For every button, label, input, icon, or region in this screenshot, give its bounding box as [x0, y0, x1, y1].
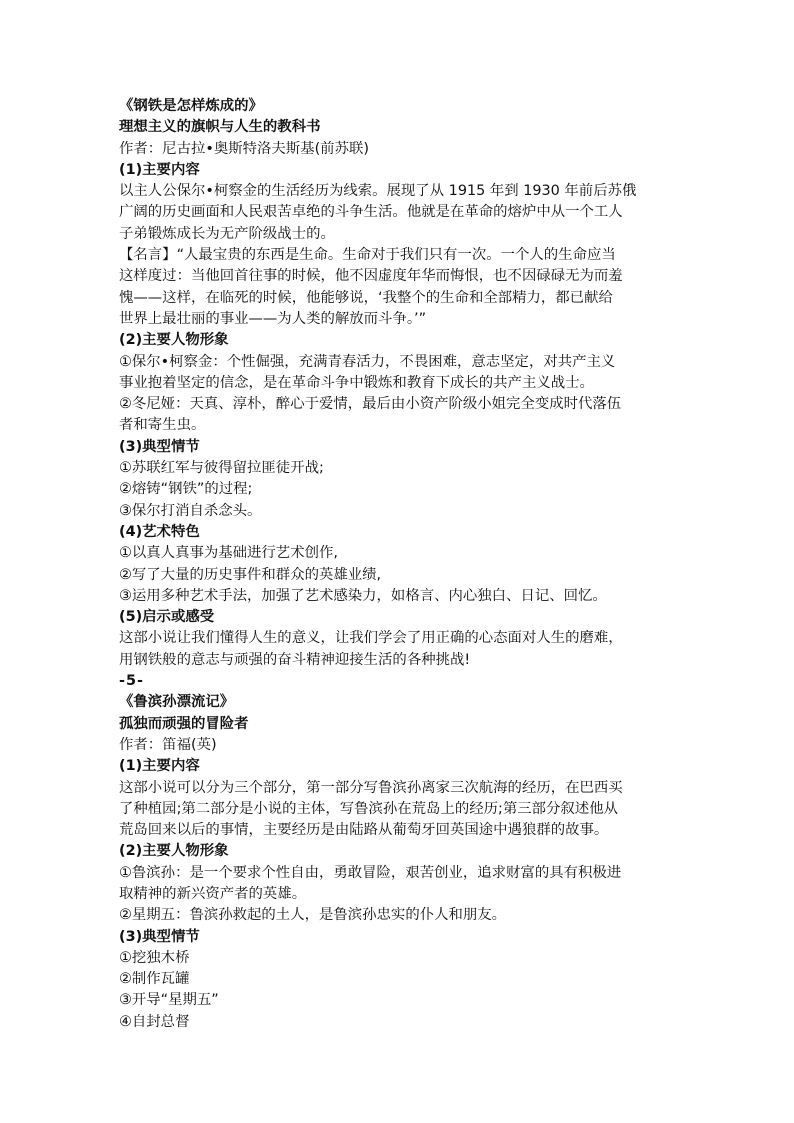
list-item: ①苏联红军与彼得留拉匪徒开战;: [119, 460, 324, 477]
paragraph-line: ①鲁滨孙：是一个要求个性自由，勇敢冒险，艰苦创业，追求财富的具有积极进: [119, 864, 622, 881]
paragraph-line: 了种植园;第二部分是小说的主体，写鲁滨孙在荒岛上的经历;第三部分叙述他从: [119, 800, 618, 817]
list-item: ③开导“星期五”: [119, 992, 219, 1009]
book-title: 《钢铁是怎样炼成的》: [119, 98, 263, 114]
list-item: ②写了大量的历史事件和群众的英雄业绩,: [119, 566, 382, 583]
author-line: 作者：尼古拉•奥斯特洛夫斯基(前苏联): [119, 140, 369, 157]
paragraph-line: 事业抱着坚定的信念，是在革命斗争中锻炼和教育下成长的共产主义战士。: [119, 374, 594, 391]
quote-line: 这样度过：当他回首往事的时候，他不因虚度年华而悔恨，也不因碌碌无为而羞: [119, 268, 623, 285]
paragraph-line: 子弟锻炼成长为无产阶级战士的。: [119, 225, 335, 242]
section-heading: (1)主要内容: [119, 758, 200, 775]
list-item: ④自封总督: [119, 1013, 190, 1030]
section-heading: (3)典型情节: [119, 438, 200, 455]
book-subtitle: 孤独而顽强的冒险者: [119, 715, 249, 732]
list-item: ①挖独木桥: [119, 949, 190, 966]
paragraph-line: 用钢铁般的意志与顽强的奋斗精神迎接生活的各种挑战!: [119, 651, 471, 668]
page-number-marker: -5-: [119, 673, 144, 690]
book-title: 《鲁滨孙漂流记》: [119, 694, 235, 711]
paragraph-line: 广阔的历史画面和人民艰苦卓绝的斗争生活。他就是在革命的熔炉中从一个工人: [119, 204, 623, 221]
paragraph-line: 者和寄生虫。: [119, 417, 206, 434]
quote-line: 世界上最壮丽的事业——为人类的解放而斗争。’”: [119, 310, 427, 327]
document-page: [119, 96, 679, 1033]
section-heading: (2)主要人物形象: [119, 843, 229, 860]
list-item: ②制作瓦罐: [119, 971, 190, 988]
section-heading: (1)主要内容: [119, 161, 200, 178]
section-heading: (4)艺术特色: [119, 523, 200, 540]
paragraph-line: 以主人公保尔•柯察金的生活经历为线索。展现了从 1915 年到 1930 年前后苏俄: [119, 183, 637, 200]
paragraph-line: 这部小说让我们懂得人生的意义，让我们学会了用正确的心态面对人生的磨难，: [119, 630, 623, 647]
list-item: ③运用多种艺术手法，加强了艺术感染力，如格言、内心独白、日记、回忆。: [119, 587, 607, 604]
quote-line: 愧——这样，在临死的时候，他能够说，‘我整个的生命和全部精力，都已献给: [119, 289, 613, 306]
paragraph-line: 荒岛回来以后的事情，主要经历是由陆路从葡萄牙回英国途中遇狼群的故事。: [119, 822, 609, 839]
list-item: ①以真人真事为基础进行艺术创作,: [119, 545, 338, 562]
paragraph-line: 取精神的新兴资产者的英雄。: [119, 885, 307, 902]
book-subtitle: 理想主义的旗帜与人生的教科书: [119, 119, 321, 136]
list-item: ③保尔打消自杀念头。: [119, 502, 262, 519]
list-item: ②熔铸“钢铁”的过程;: [119, 481, 253, 498]
section-heading: (2)主要人物形象: [119, 332, 229, 349]
paragraph-line: ②星期五：鲁滨孙救起的土人，是鲁滨孙忠实的仆人和朋友。: [119, 907, 507, 924]
author-line: 作者：笛福(英): [119, 736, 217, 753]
paragraph-line: ②冬尼娅：天真、淳朴，醉心于爱情，最后由小资产阶级小姐完全变成时代落伍: [119, 396, 622, 413]
paragraph-line: ①保尔•柯察金：个性倔强，充满青春活力，不畏困难，意志坚定，对共产主义: [119, 353, 616, 370]
quote-line: 【名言】“人最宝贵的东西是生命。生命对于我们只有一次。一个人的生命应当: [119, 247, 616, 264]
section-heading: (3)典型情节: [119, 928, 200, 945]
section-heading: (5)启示或感受: [119, 609, 215, 626]
paragraph-line: 这部小说可以分为三个部分，第一部分写鲁滨孙离家三次航海的经历，在巴西买: [119, 779, 623, 796]
